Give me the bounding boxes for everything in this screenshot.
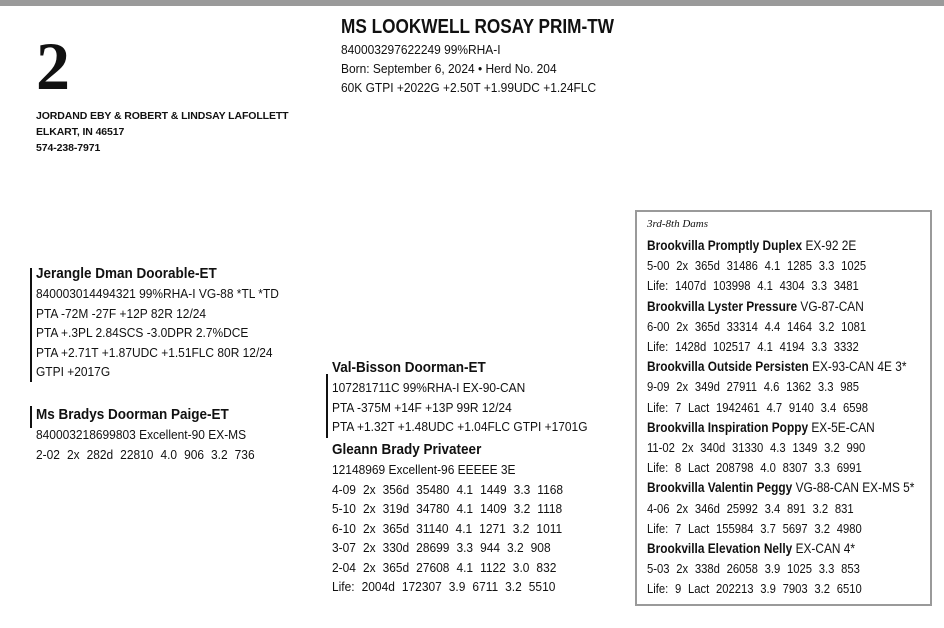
dam-entry-life: Life: 1407d 103998 4.1 4304 3.3 3481 xyxy=(647,279,859,294)
dam-entry-record: 4-06 2x 346d 25992 3.4 891 3.2 831 xyxy=(647,501,854,516)
granddam-life: Life: 2004d 172307 3.9 6711 3.2 5510 xyxy=(332,579,556,594)
granddam-block xyxy=(332,440,583,597)
animal-born: Born: September 6, 2024 • Herd No. 204 xyxy=(341,61,557,76)
animal-name: MS LOOKWELL ROSAY PRIM-TW xyxy=(341,16,614,38)
sire-line: 840003014494321 99%RHA-I VG-88 *TL *TD xyxy=(36,286,279,301)
granddam-line: 12148969 Excellent-96 EEEEE 3E xyxy=(332,462,516,477)
consignor-name: JORDAND EBY & ROBERT & LINDSAY LAFOLLETT xyxy=(36,110,289,122)
animal-genomics: 60K GTPI +2022G +2.50T +1.99UDC +1.24FLC xyxy=(341,80,597,95)
dam-entry-name: Brookvilla Outside Persisten EX-93-CAN 4E 3* xyxy=(647,359,907,375)
dam-entry-name: Brookvilla Elevation Nelly EX-CAN 4* xyxy=(647,541,855,557)
dam-entry-life: Life: 7 Lact 1942461 4.7 9140 3.4 6598 xyxy=(647,400,869,415)
dam-entry-name: Brookvilla Promptly Duplex EX-92 2E xyxy=(647,238,857,253)
dams-sire-bracket xyxy=(326,374,328,438)
dams-sire-line: 107281711C 99%RHA-I EX-90-CAN xyxy=(332,380,526,395)
dam-block xyxy=(36,405,274,464)
animal-header xyxy=(341,14,658,97)
dams-sire-name: Val-Bisson Doorman-ET xyxy=(332,359,486,376)
dam-bracket xyxy=(30,406,32,428)
dam-entry-life: Life: 7 Lact 155984 3.7 5697 3.2 4980 xyxy=(647,521,862,536)
granddam-record: 4-09 2x 356d 35480 4.1 1449 3.3 1168 xyxy=(332,481,564,497)
dams-sire-line: PTA +1.32T +1.48UDC +1.04FLC GTPI +1701G xyxy=(332,419,588,434)
sire-block xyxy=(36,264,300,382)
dam-entry-life: Life: 8 Lact 208798 4.0 8307 3.3 6991 xyxy=(647,461,862,476)
dam-entry-record: 6-00 2x 365d 33314 4.4 1464 3.2 1081 xyxy=(647,319,867,334)
consignor-phone: 574-238-7971 xyxy=(36,142,101,154)
sire-bracket xyxy=(30,268,32,382)
dams-list xyxy=(647,236,944,600)
dam-entry-record: 5-00 2x 365d 31486 4.1 1285 3.3 1025 xyxy=(647,259,867,274)
sire-line: GTPI +2017G xyxy=(36,364,111,379)
dam-entry-record: 5-03 2x 338d 26058 3.9 1025 3.3 853 xyxy=(647,562,860,577)
dams-sire-line: PTA -375M +14F +13P 99R 12/24 xyxy=(332,399,512,415)
dam-entry-life: Life: 9 Lact 202213 3.9 7903 3.2 6510 xyxy=(647,582,862,597)
granddam-record: 5-10 2x 319d 34780 4.1 1409 3.2 1118 xyxy=(332,501,563,516)
top-rule xyxy=(0,0,944,6)
dam-entry-name: Brookvilla Lyster Pressure VG-87-CAN xyxy=(647,298,864,314)
dam-entry-life: Life: 1428d 102517 4.1 4194 3.3 3332 xyxy=(647,340,859,355)
granddam-record: 3-07 2x 330d 28699 3.3 944 3.2 908 xyxy=(332,540,551,555)
dams-box-header: 3rd-8th Dams xyxy=(647,218,709,230)
sire-name: Jerangle Dman Doorable-ET xyxy=(36,265,217,282)
dam-entry-record: 11-02 2x 340d 31330 4.3 1349 3.2 990 xyxy=(647,441,866,456)
granddam-name: Gleann Brady Privateer xyxy=(332,441,482,458)
dam-entry-name: Brookvilla Valentin Peggy VG-88-CAN EX-MS 5* xyxy=(647,480,915,496)
sire-line: PTA +2.71T +1.87UDC +1.51FLC 80R 12/24 xyxy=(36,344,273,360)
sire-line: PTA +.3PL 2.84SCS -3.0DPR 2.7%DCE xyxy=(36,325,249,340)
dams-sire-block xyxy=(332,358,610,437)
dam-entry-record: 9-09 2x 349d 27911 4.6 1362 3.3 985 xyxy=(647,380,860,395)
consignor-info xyxy=(36,108,289,156)
dams-box xyxy=(635,210,932,606)
lot-number: 2 xyxy=(36,28,70,104)
dam-record: 2-02 2x 282d 22810 4.0 906 3.2 736 xyxy=(36,446,255,462)
dam-entry-name: Brookvilla Inspiration Poppy EX-5E-CAN xyxy=(647,419,875,435)
dam-name: Ms Bradys Doorman Paige-ET xyxy=(36,406,229,423)
animal-id: 840003297622249 99%RHA-I xyxy=(341,42,501,57)
dam-line: 840003218699803 Excellent-90 EX-MS xyxy=(36,427,247,442)
sire-line: PTA -72M -27F +12P 82R 12/24 xyxy=(36,305,207,321)
consignor-city: ELKART, IN 46517 xyxy=(36,126,125,138)
granddam-record: 2-04 2x 365d 27608 4.1 1122 3.0 832 xyxy=(332,559,557,575)
granddam-record: 6-10 2x 365d 31140 4.1 1271 3.2 1011 xyxy=(332,520,563,536)
